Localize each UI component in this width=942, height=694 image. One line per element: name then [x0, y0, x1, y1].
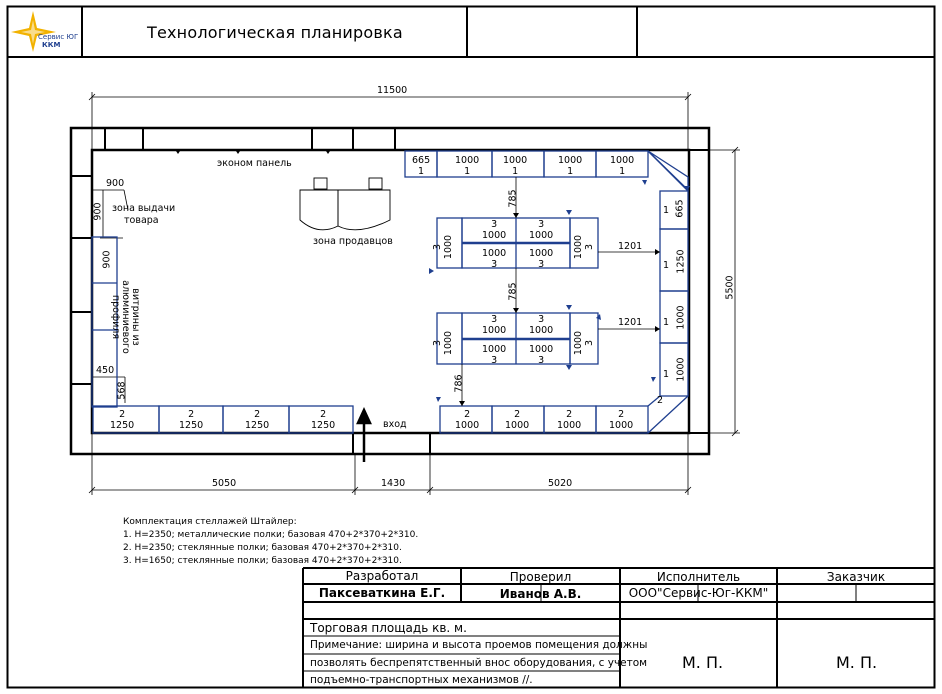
shelf-top-3: 1000 1	[503, 155, 528, 177]
shelf-right-type-3: 1	[663, 317, 670, 328]
island-1-cell-2: 3 1000	[529, 219, 554, 241]
shelf-right-size-3: 1000	[675, 305, 687, 330]
stamp-customer: М. П.	[836, 653, 878, 672]
shelf-corner: 2	[657, 395, 664, 406]
shelf-bottom-left-1: 2 1250	[110, 409, 135, 431]
stamp-executor: М. П.	[682, 653, 724, 672]
island-2-cell-4: 1000 3	[529, 344, 554, 366]
table-value-developer: Паксеваткина Е.Г.	[318, 586, 446, 600]
table-area: Торговая площадь кв. м.	[310, 621, 467, 635]
shelf-right-type-4: 1	[663, 369, 670, 380]
dim-left-450: 450	[96, 365, 115, 376]
island-2-cell-2: 3 1000	[529, 314, 554, 336]
label-issue-zone-2: товара	[124, 215, 159, 226]
table-header-developer: Разработал	[345, 569, 419, 583]
shelf-top-2: 1000 1	[455, 155, 480, 177]
shelf-top-4: 1000 1	[558, 155, 583, 177]
shelf-bottom-right-2: 2 1000	[505, 409, 530, 431]
island-1-cell-1: 3 1000	[482, 219, 507, 241]
shelf-bottom-right-3: 2 1000	[557, 409, 582, 431]
shelf-top-1: 665 1	[412, 155, 431, 177]
dim-left-900c: 900	[101, 250, 113, 269]
dim-left-900a: 900	[106, 178, 125, 189]
dim-bottom-left: 5050	[212, 478, 237, 489]
dim-bottom-right: 5020	[548, 478, 573, 489]
shelf-right-type-1: 1	[663, 205, 670, 216]
label-entrance: вход	[383, 419, 407, 430]
logo-text-2: ККМ	[42, 41, 61, 49]
shelf-bottom-left-4: 2 1250	[311, 409, 336, 431]
dim-gap-1201a: 1201	[618, 241, 643, 252]
table-header-executor: Исполнитель	[656, 570, 741, 584]
dim-gap-785b: 785	[507, 282, 519, 301]
label-sellers-zone: зона продавцов	[313, 236, 393, 247]
legend-line-2: 2. H=2350; стеклянные полки; базовая 470+2*370+2*310.	[123, 543, 402, 553]
island-1-cell-4: 1000 3	[529, 248, 554, 270]
dim-right: 5500	[724, 275, 736, 300]
shelf-right-type-2: 1	[663, 260, 670, 271]
island-1-right: 1000 3	[573, 234, 596, 260]
shelf-right-size-4: 1000	[675, 357, 687, 382]
label-vitrines: витрины из алюминиевого профиля	[110, 280, 141, 354]
label-issue-zone-1: зона выдачи	[112, 203, 176, 214]
legend-line-3: 3. H=1650; стеклянные полки; базовая 470+2*370+2*310.	[123, 556, 402, 566]
dim-gap-1201b: 1201	[618, 317, 643, 328]
table-value-executor: ООО"Сервис-Юг-ККМ"	[628, 586, 769, 600]
table-header-checker: Проверил	[509, 570, 572, 584]
dim-gap-785a: 785	[507, 189, 519, 208]
island-2-left: 3 1000	[432, 330, 455, 356]
table-header-customer: Заказчик	[826, 570, 886, 584]
shelf-bottom-right-4: 2 1000	[609, 409, 634, 431]
shelf-right-size-2: 1250	[675, 249, 687, 274]
shelf-bottom-right-1: 2 1000	[455, 409, 480, 431]
table-note-2: позволять беспрепятственный внос оборудования, с учетом	[310, 657, 648, 669]
shelf-top-5: 1000 1	[610, 155, 635, 177]
island-2-cell-1: 3 1000	[482, 314, 507, 336]
shelf-bottom-left-2: 2 1250	[179, 409, 204, 431]
legend-line-1: 1. H=2350; металлические полки; базовая 470+2*370+2*310.	[123, 530, 419, 540]
shelf-right-size-1: 665	[674, 199, 686, 218]
dim-top: 11500	[377, 85, 408, 96]
label-econom-panel: эконом панель	[217, 158, 292, 169]
dim-left-900b: 900	[92, 202, 104, 221]
table-note-3: подъемно-транспортных механизмов //.	[310, 674, 533, 686]
island-2-cell-3: 1000 3	[482, 344, 507, 366]
shelf-bottom-left-3: 2 1250	[245, 409, 270, 431]
island-2-right: 1000 3	[573, 330, 596, 356]
table-note-1: Примечание: ширина и высота проемов помещения должны	[310, 639, 648, 651]
logo-text-1: Сервис ЮГ	[38, 33, 79, 41]
island-1-left: 3 1000	[432, 234, 455, 260]
page-title: Технологическая планировка	[147, 23, 403, 42]
legend-title: Комплектация стеллажей Штайлер:	[123, 517, 297, 527]
island-1-cell-3: 1000 3	[482, 248, 507, 270]
dim-left-568: 568	[116, 381, 128, 400]
table-value-checker: Иванов А.В.	[499, 587, 582, 601]
dim-gap-786: 786	[453, 374, 465, 393]
dim-bottom-mid: 1430	[381, 478, 406, 489]
